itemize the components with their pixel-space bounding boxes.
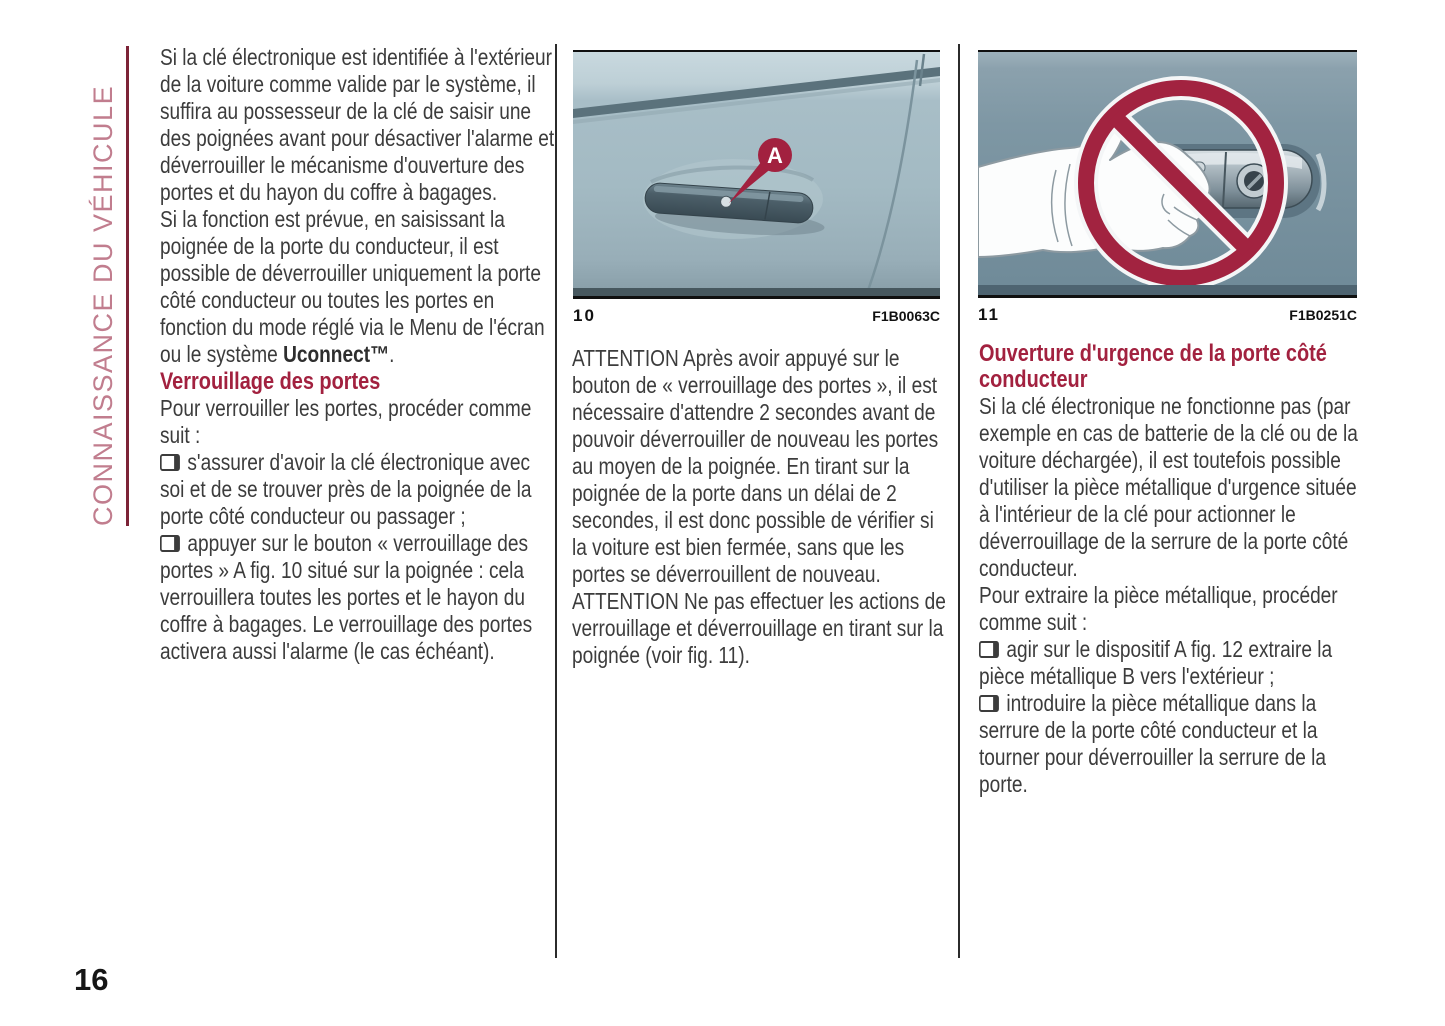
paragraph: Si la clé électronique est identifiée à l'extérieur de la voiture comme valide par le système, il suffira au possesseur de la clé de saisir une des poignées avant pour désactiver l'alarme et déverrouiller le mécanisme d'ouverture des portes et du hayon du coffre à bagages. (160, 44, 555, 205)
figure-code: F1B0063C (872, 308, 940, 324)
column-separator (958, 44, 960, 958)
paragraph-text: . (389, 341, 395, 367)
image-bottom-shade (978, 285, 1357, 295)
paragraph: Si la clé électronique ne fonctionne pas (par exemple en cas de batterie de la clé ou de la voiture déchargée), il est toutefois possible d'utiliser la pièce métallique d'urgence située à l'intérieur de la clé pour actionner le déverrouillage de la serrure de la porte côté conducteur. (979, 393, 1358, 581)
section-heading: Verrouillage des portes (160, 368, 381, 395)
section-heading: Ouverture d'urgence de la porte côté conducteur (979, 340, 1327, 393)
list-item-text: s'assurer d'avoir la clé électronique avec soi et de se trouver près de la poignée de la porte côté conducteur ou passager ; (160, 449, 532, 529)
checkbox-bullet-icon (979, 695, 999, 712)
callout-a-label: A (767, 143, 783, 168)
sidebar-rule (126, 46, 129, 526)
list-item-text: introduire la pièce métallique dans la serrure de la porte côté conducteur et la tourner pour déverrouiller la serrure de la porte. (979, 690, 1326, 797)
figure-number: 10 (573, 306, 596, 325)
column-3 (979, 341, 1364, 798)
figure-caption (573, 306, 940, 326)
checkbox-bullet-icon (979, 641, 999, 658)
checkbox-bullet-icon (160, 535, 180, 552)
list-item (979, 690, 1364, 798)
checkbox-bullet-icon (160, 454, 180, 471)
column-separator (555, 44, 557, 958)
paragraph: Pour extraire la pièce métallique, procéder comme suit : (979, 582, 1338, 635)
figure-caption (978, 305, 1357, 325)
list-item (160, 530, 555, 665)
list-item-text: appuyer sur le bouton « verrouillage des portes » A fig. 10 situé sur la poignée : cela verrouillera toutes les portes et le hayon du coffre à bagages. Le verrouillage des portes activera aussi l'alarme (le cas échéant). (160, 530, 533, 664)
image-bottom-shade (573, 288, 940, 296)
chapter-sidebar-label: CONNAISSANCE DU VÉHICULE (88, 84, 118, 526)
paragraph (160, 206, 555, 368)
attention-paragraph: ATTENTION Après avoir appuyé sur le bouton de « verrouillage des portes », il est nécessaire d'attendre 2 secondes avant de pouvoir déverrouiller de nouveau les portes au moyen de la poignée. En tirant sur la poignée de la porte dans un délai de 2 secondes, il est donc possible de vérifier si la voiture est bien fermée, sans que les portes se déverrouillent de nouveau. (572, 345, 939, 587)
figure-10-image (573, 50, 940, 299)
attention-paragraph: ATTENTION Ne pas effectuer les actions de verrouillage et déverrouillage en tirant sur la poignée (voir fig. 11). (572, 588, 946, 668)
figure-code: F1B0251C (1289, 307, 1357, 323)
column-2 (572, 345, 950, 669)
figure-11 (978, 50, 1357, 325)
paragraph-text: Si la fonction est prévue, en saisissant la poignée de la porte du conducteur, il est possible de déverrouiller uniquement la porte côté conducteur ou toutes les portes en fonction du mode réglé via le Menu de l'écran ou le système (160, 206, 545, 367)
hand-pulling-handle-prohibition-illustration (978, 52, 1357, 295)
figure-10 (573, 50, 940, 326)
uconnect-brand: Uconnect™ (283, 341, 390, 367)
list-item-text: agir sur le dispositif A fig. 12 extraire la pièce métallique B vers l'extérieur ; (979, 636, 1333, 689)
paragraph: Pour verrouiller les portes, procéder comme suit : (160, 395, 532, 448)
list-item (979, 636, 1364, 690)
figure-number: 11 (978, 305, 1000, 324)
door-handle-exterior-illustration (573, 52, 940, 296)
page-number: 16 (74, 962, 109, 997)
list-item (160, 449, 555, 530)
figure-11-image (978, 50, 1357, 298)
column-1 (160, 44, 555, 665)
